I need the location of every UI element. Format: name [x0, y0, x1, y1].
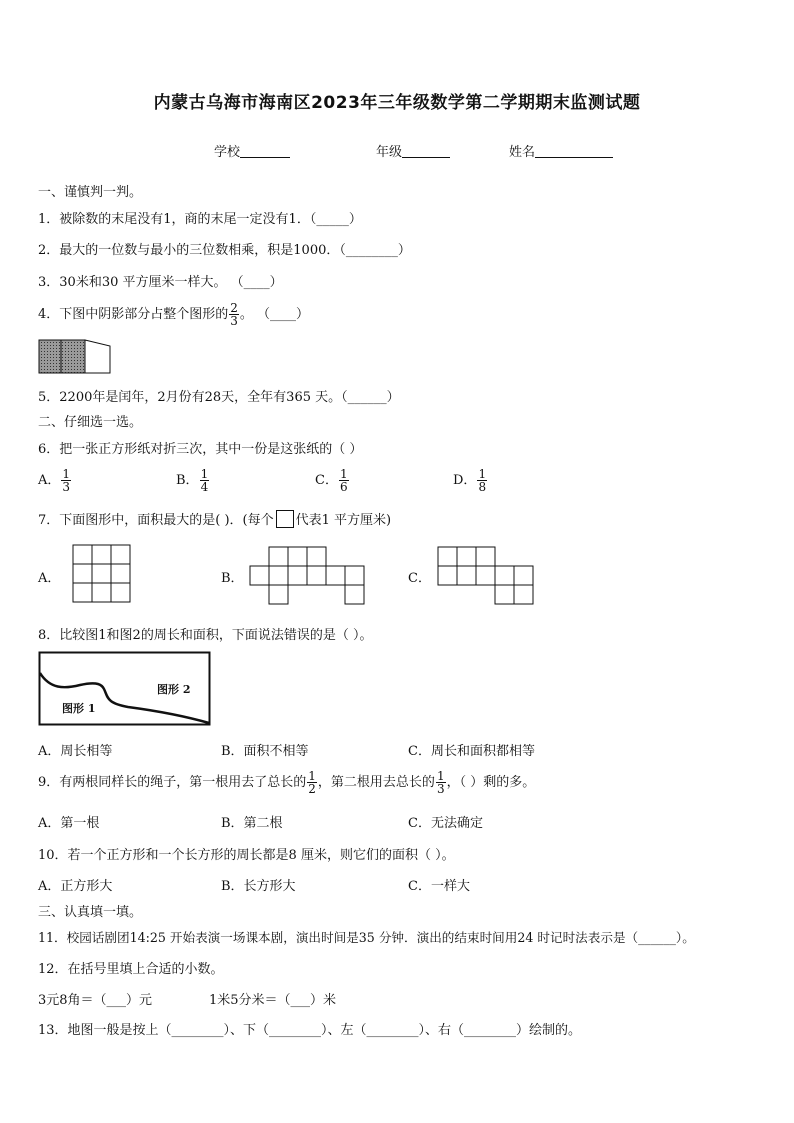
question-4 — [38, 300, 309, 330]
question-4-text: 4．下图中阴影部分占整个图形的 — [38, 307, 229, 322]
question-10: 10．若一个正方形和一个长方形的周长都是8 厘米，则它们的面积（ ）。 — [38, 848, 455, 863]
q9-option-b[interactable]: B．第二根 — [221, 816, 283, 831]
question-6: 6．把一张正方形纸对折三次，其中一份是这张纸的（ ） — [38, 442, 363, 457]
question-13: 13．地图一般是按上（________）、下（________）、左（________）、右（________）绘制的。 — [38, 1023, 582, 1038]
q6-option-b[interactable]: B． $\frac{1}{4}$ — [176, 467, 209, 494]
question-5: 5．2200年是闰年，2月份有28天，全年有365 天。（______） — [38, 390, 400, 405]
question-4-tail: 。 （____） — [239, 307, 310, 322]
q10-option-a[interactable]: A．正方形大 — [38, 879, 113, 894]
q8-option-b[interactable]: B．面积不相等 — [221, 744, 309, 759]
grade-label: 年级 — [376, 145, 403, 160]
q6-option-d[interactable]: D． $\frac{1}{8}$ — [453, 467, 487, 494]
q10-option-c[interactable]: C．一样大 — [408, 879, 470, 894]
shaded-part-1 — [39, 340, 61, 373]
question-9: 9．有两根同样长的绳子，第一根用去了总长的 $\frac{1}{2}$ ，第二根用去总长的 $\frac{1}{3}$ ，（ ）剩的多。 — [38, 769, 536, 796]
q8-option-a[interactable]: A．周长相等 — [38, 744, 113, 759]
question-11: 11．校园话剧团14:25 开始表演一场课本剧，演出时间是35 分钟．演出的结束时间用24 时记时法表示是（______）。 — [38, 930, 695, 945]
question-12: 12．在括号里填上合适的小数。 — [38, 962, 224, 977]
q10-option-b[interactable]: B．长方形大 — [221, 879, 296, 894]
q9-option-a[interactable]: A．第一根 — [38, 816, 100, 831]
q7-figure-b — [249, 546, 367, 606]
question-12-part-b: 1米5分米＝（___）米 — [209, 993, 337, 1008]
question-3: 3．30米和30 平方厘米一样大。 （____） — [38, 275, 283, 290]
grade-blank[interactable] — [402, 144, 450, 158]
figure-1-label: 图形 1 — [62, 702, 96, 715]
q7-option-b-label[interactable]: B． — [221, 571, 244, 586]
q6-option-a[interactable]: A． $\frac{1}{3}$ — [38, 467, 71, 494]
unshaded-part — [85, 340, 110, 373]
school-label: 学校 — [214, 145, 241, 160]
question-7-tail: 代表1 平方厘米) — [295, 513, 392, 528]
grade-field[interactable] — [376, 141, 450, 160]
figure-2-label: 图形 2 — [157, 683, 191, 696]
page-title: 内蒙古乌海市海南区2023年三年级数学第二学期期末监测试题 — [153, 93, 641, 113]
q9-option-c[interactable]: C．无法确定 — [408, 816, 483, 831]
section-2-heading: 二、仔细选一选。 — [38, 415, 143, 430]
fraction-1-3: $\frac{1}{3}$ — [436, 769, 445, 796]
name-blank[interactable] — [535, 144, 613, 158]
fraction-2-3: $\frac{2}{3}$ — [230, 301, 238, 328]
unit-square-icon — [276, 510, 294, 528]
question-7-text: 7．下面图形中，面积最大的是( )．(每个 — [38, 513, 274, 528]
q6-option-c[interactable]: C． $\frac{1}{6}$ — [315, 467, 348, 494]
school-field[interactable] — [214, 141, 290, 160]
q8-option-c[interactable]: C．周长和面积都相等 — [408, 744, 535, 759]
name-label: 姓名 — [509, 145, 536, 160]
fraction-1-2: $\frac{1}{2}$ — [308, 769, 316, 796]
q7-figure-a — [72, 544, 132, 604]
school-blank[interactable] — [240, 144, 290, 158]
q7-option-a-label[interactable]: A． — [38, 571, 61, 586]
question-2: 2．最大的一位数与最小的三位数相乘，积是1000．（________） — [38, 243, 411, 258]
question-8: 8．比较图1和图2的周长和面积，下面说法错误的是（ ）。 — [38, 628, 373, 643]
question-7 — [38, 509, 391, 528]
section-3-heading: 三、认真填一填。 — [38, 905, 143, 920]
shaded-figure — [38, 339, 114, 375]
q7-figure-c — [437, 546, 535, 606]
q7-option-c-label[interactable]: C． — [408, 571, 431, 586]
question-12-part-a: 3元8角＝（___）元 — [38, 993, 153, 1008]
section-1-heading: 一、谨慎判一判。 — [38, 185, 143, 200]
name-field[interactable] — [509, 141, 613, 160]
shaded-part-2 — [61, 340, 85, 373]
question-1: 1．被除数的末尾没有1，商的末尾一定没有1．（_____） — [38, 212, 362, 227]
